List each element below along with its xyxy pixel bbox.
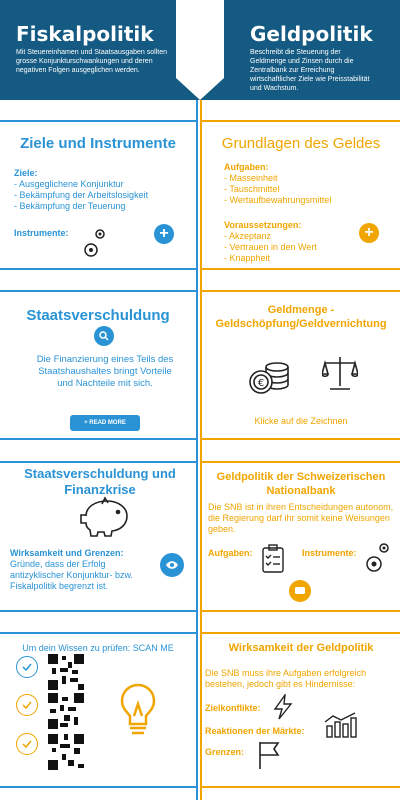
wirksamkeit-label: Wirksamkeit und Grenzen: [10,548,124,558]
qr-code[interactable] [48,693,84,729]
wirksamkeit-geldpolitik-text: Die SNB muss ihre Aufgaben erfolgreich bestehen, jedoch gibt es Hindernisse: [205,668,367,689]
scale-icon[interactable] [322,354,358,392]
list-item: - Akzeptanz [224,231,272,241]
wirksamkeit-text: Gründe, dass der Erfolg antizyklischer Konjunktur- bzw. Fiskalpolitik begrenzt ist. [10,559,134,591]
separator [0,610,196,612]
separator [0,438,196,440]
piggy-bank-icon [76,496,132,538]
search-icon-button[interactable] [94,326,114,346]
separator [202,610,400,612]
separator [202,786,400,788]
ziele-label: Ziele [14,168,35,178]
zielkonflikte-label: Zielkonflikte: [205,703,261,713]
aufgaben-block: Aufgaben: - Masseinheit - Tauschmittel - Wertaufbewahrungsmittel [224,162,394,206]
section-title-geldmenge: Geldmenge - Geldschöpfung/Geldvernichtung [215,304,387,330]
instrumente-label: Instrumente: [14,228,69,238]
section-title-staatsverschuldung: Staatsverschuldung [26,307,170,324]
gear-icon[interactable] [362,540,392,576]
coins-icon[interactable] [247,358,291,396]
section-title-grundlagen: Grundlagen des Geldes [221,135,381,152]
section-title-finanzkrise: Staatsverschuldung und Finanzkrise [24,466,176,497]
header [0,0,400,100]
expand-plus-button[interactable]: + [359,223,379,243]
lightning-icon [272,694,294,720]
section-title-wirksamkeit: Wirksamkeit der Geldpolitik [228,642,374,654]
check-icon [16,733,38,755]
check-icon [16,656,38,678]
aufgaben-label: Aufgaben [224,162,266,172]
list-item: - Tauschmittel [224,184,280,194]
separator [202,290,400,292]
separator [202,120,400,122]
snb-text: Die SNB ist in ihren Entscheidungen autonom, die Regierung darf ihr somit keine Weisungen geben. [208,502,394,534]
voraussetzungen-label: Voraussetzungen [224,220,299,230]
separator [0,632,196,634]
gear-icon [80,226,110,260]
eye-icon [165,560,179,570]
list-item: - Wertaufbewahrungsmittel [224,195,332,205]
view-eye-button[interactable] [160,553,184,577]
header-divider [176,0,224,100]
separator [0,461,196,463]
yellow-vertical-line [200,100,202,800]
svg-text:€: € [257,378,265,389]
separator [202,632,400,634]
flag-icon [256,740,282,770]
blue-vertical-line [196,100,198,800]
separator [0,268,196,270]
checklist-icon[interactable] [260,544,286,574]
ziele-block: Ziele: - Ausgeglichene Konjunktur - Bekämpfung der Arbeitslosigkeit - Bekämpfung der Teuerung [14,168,194,212]
list-item: - Vertrauen in den Wert [224,242,317,252]
separator [202,438,400,440]
comment-button[interactable] [289,580,311,602]
read-more-button[interactable]: + READ MORE [70,415,140,431]
check-icon [16,694,38,716]
header-right-desc: Beschreibt die Steuerung der Geldmenge und Zinsen durch die Zentralbank zur Erreichung wirtschaftlicher Ziele wie Preisstabilität und Wachstum. [250,49,370,92]
lightbulb-icon [118,682,158,738]
reaktionen-label: Reaktionen der Märkte: [205,726,305,736]
list-item: - Masseinheit [224,173,278,183]
section-title-ziele: Ziele und Instrumente [20,135,176,152]
qr-code[interactable] [48,734,84,770]
comment-icon [295,587,305,596]
snb-aufgaben-label: Aufgaben: [208,548,253,558]
list-item: - Ausgeglichene Konjunktur [14,179,124,189]
header-left-desc: Mit Steuereinhamen und Staatsausgaben sollten grosse Konjunkturschwankungen und deren negativen Folgen ausgeglichen werden. [16,49,167,74]
snb-instrumente-label: Instrumente: [302,548,357,558]
search-icon [99,331,109,341]
separator [202,268,400,270]
separator [0,786,196,788]
scan-me-title: Um dein Wissen zu prüfen: SCAN ME [22,643,174,653]
voraussetzungen-block: Voraussetzungen: - Akzeptanz - Vertrauen in den Wert - Knappheit [224,220,394,264]
header-left-title: Fiskalpolitik [16,22,154,46]
section-title-snb: Geldpolitik der Schweizerischen Nationalbank [216,471,386,497]
geldmenge-hint: Klicke auf die Zeichnen [254,416,348,426]
list-item: - Bekämpfung der Teuerung [14,201,126,211]
list-item: - Bekämpfung der Arbeitslosigkeit [14,190,149,200]
header-right-title: Geldpolitik [250,22,373,46]
grenzen-label: Grenzen: [205,747,245,757]
separator [0,120,196,122]
expand-plus-button[interactable]: + [154,224,174,244]
separator [0,290,196,292]
staatsverschuldung-text: Die Finanzierung eines Teils des Staatshaushaltes bringt Vorteile und Nachteile mit sich. [36,354,174,389]
bar-chart-icon [323,712,359,738]
separator [202,461,400,463]
qr-code[interactable] [48,654,84,690]
list-item: - Knappheit [224,253,271,263]
